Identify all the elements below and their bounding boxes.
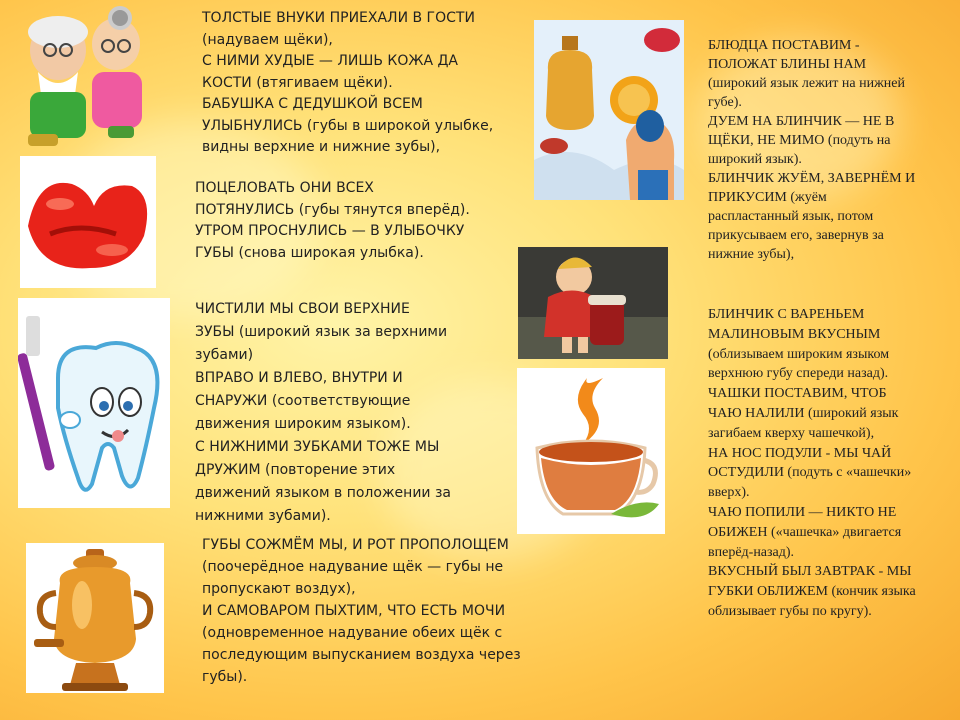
rhyme-line: облизывает губы по кругу). [708, 603, 872, 619]
rhyme-line: ДРУЖИМ (повторение этих [195, 462, 396, 478]
rhyme-line: БЛЮДЦА ПОСТАВИМ - [708, 38, 860, 53]
rhyme-line: (широкий язык лежит на нижней [708, 76, 905, 91]
rhyme-line: СНАРУЖИ (соответствующие [195, 393, 411, 409]
rhyme-line: ЧАЮ НАЛИЛИ (широкий язык [708, 405, 899, 421]
rhyme-line: ВПРАВО И ВЛЕВО, ВНУТРИ И [195, 370, 403, 386]
rhyme-line: НА НОС ПОДУЛИ - МЫ ЧАЙ [708, 445, 892, 461]
rhyme-line: распластанный язык, потом [708, 209, 874, 224]
rhyme-line: ЧАШКИ ПОСТАВИМ, ЧТОБ [708, 386, 887, 402]
rhyme-block-4 [202, 534, 532, 688]
rhyme-line: ОБИЖЕН («чашечка» двигается [708, 524, 902, 540]
rhyme-line: вверх). [708, 485, 750, 501]
rhyme-line: КОСТИ (втягиваем щёки). [202, 74, 393, 91]
rhyme-line: С НИЖНИМИ ЗУБКАМИ ТОЖЕ МЫ [195, 439, 440, 455]
rhyme-line: движения широким языком). [195, 416, 411, 432]
rhyme-line: движений языком в положении за [195, 485, 451, 501]
rhyme-line: ПОЦЕЛОВАТЬ ОНИ ВСЕХ [195, 180, 374, 196]
rhyme-line: С НИМИ ХУДЫЕ — ЛИШЬ КОЖА ДА [202, 53, 458, 69]
rhyme-line: нижние зубы), [708, 247, 795, 262]
rhyme-block-6 [708, 305, 954, 622]
rhyme-line: БЛИНЧИК С ВАРЕНЬЕМ [708, 307, 865, 322]
rhyme-line: видны верхние и нижние зубы), [202, 139, 441, 155]
rhyme-block-2 [195, 178, 515, 264]
rhyme-line: вперёд-назад). [708, 544, 795, 560]
rhyme-line: (поочерёдное надувание щёк — губы не [202, 559, 504, 575]
rhyme-line: пропускают воздух), [202, 581, 356, 597]
rhyme-line: ОСТУДИЛИ (подуть с «чашечки» [708, 465, 912, 481]
rhyme-line: (надуваем щёки), [202, 31, 333, 48]
tea-cup-image [517, 368, 665, 534]
rhyme-line: ГУБЫ СОЖМЁМ МЫ, И РОТ ПРОПОЛОЩЕМ [202, 537, 509, 553]
rhyme-line: (одновременное надувание обеих щёк с [202, 625, 503, 641]
rhyme-block-3 [195, 298, 515, 528]
rhyme-line: И САМОВАРОМ ПЫХТИМ, ЧТО ЕСТЬ МОЧИ [202, 603, 506, 619]
rhyme-line: БЛИНЧИК ЖУЁМ, ЗАВЕРНЁМ И [708, 171, 916, 186]
rhyme-line: ПОЛОЖАТ БЛИНЫ НАМ [708, 57, 867, 72]
rhyme-line: ДУЕМ НА БЛИНЧИК — НЕ В [708, 114, 895, 129]
rhyme-block-1 [202, 8, 522, 159]
rhyme-line: ТОЛСТЫЕ ВНУКИ ПРИЕХАЛИ В ГОСТИ [202, 10, 475, 26]
rhyme-line: ГУБКИ ОБЛИЖЕМ (кончик языка [708, 584, 916, 600]
grandparents-image [8, 2, 158, 150]
rhyme-line: МАЛИНОВЫМ ВКУСНЫМ [708, 326, 881, 342]
rhyme-line: ПОТЯНУЛИСЬ (губы тянутся вперёд). [195, 201, 470, 218]
pancakes-samovar-image [534, 20, 684, 200]
rhyme-line: ЧАЮ ПОПИЛИ — НИКТО НЕ [708, 504, 897, 520]
samovar-image [26, 543, 164, 693]
rhyme-line: ЗУБЫ (широкий язык за верхними [195, 324, 448, 340]
rhyme-line: губы). [202, 669, 248, 685]
rhyme-line: ПРИКУСИМ (жуём [708, 190, 827, 205]
rhyme-line: ЧИСТИЛИ МЫ СВОИ ВЕРХНИЕ [195, 301, 410, 317]
rhyme-line: БАБУШКА С ДЕДУШКОЙ ВСЕМ [202, 96, 423, 112]
rhyme-line: ГУБЫ (снова широкая улыбка). [195, 244, 424, 261]
rhyme-line: загибаем кверху чашечкой), [708, 425, 875, 441]
rhyme-line: УТРОМ ПРОСНУЛИСЬ — В УЛЫБОЧКУ [195, 223, 465, 239]
rhyme-line: зубами) [195, 347, 254, 363]
girl-jam-image [518, 247, 668, 359]
rhyme-block-5 [708, 36, 948, 264]
rhyme-line: широкий язык). [708, 152, 802, 167]
rhyme-line: ЩЁКИ, НЕ МИМО (подуть на [708, 133, 891, 148]
tooth-image [18, 298, 170, 508]
rhyme-line: прикусываем его, завернув за [708, 228, 884, 243]
rhyme-line: последующим выпусканием воздуха через [202, 647, 521, 663]
rhyme-line: УЛЫБНУЛИСЬ (губы в широкой улыбке, [202, 117, 494, 134]
rhyme-line: верхнюю губу спереди назад). [708, 366, 889, 382]
rhyme-line: (облизываем широким языком [708, 346, 890, 362]
rhyme-line: нижними зубами). [195, 508, 331, 524]
rhyme-line: ВКУСНЫЙ БЫЛ ЗАВТРАК - МЫ [708, 564, 912, 580]
rhyme-line: губе). [708, 95, 742, 110]
lips-image [20, 156, 156, 288]
